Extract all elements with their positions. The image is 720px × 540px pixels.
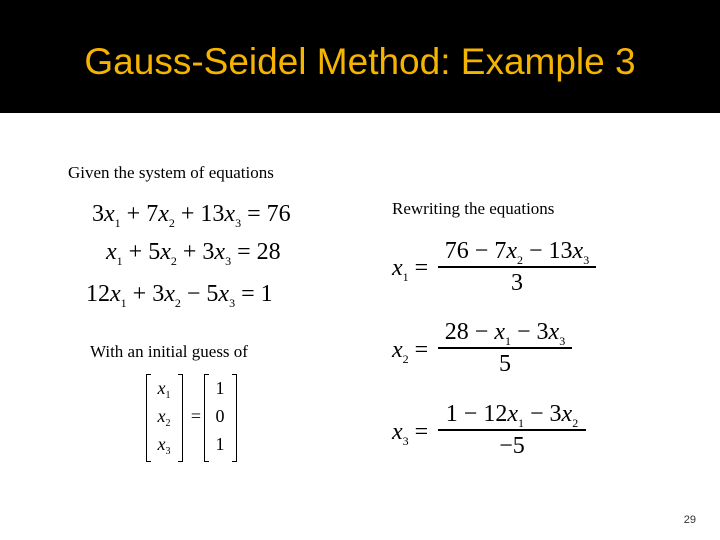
matrix-value: 0 <box>215 406 225 426</box>
denominator: 5 <box>499 351 511 377</box>
numerator: $76 - 7x_2 - 13x_3$ <box>444 238 590 267</box>
denominator: −5 <box>499 433 525 459</box>
numerator: $28 - x_1 - 3x_3$ <box>444 319 566 348</box>
matrix-var-x3: $x_3$ <box>157 434 171 457</box>
fraction-1 <box>438 236 596 298</box>
lhs-x1: $x_1$ = <box>392 255 429 284</box>
left-bracket-icon <box>146 374 151 462</box>
matrix-var-x2: $x_2$ <box>157 406 171 429</box>
rewriting-label: Rewriting the equations <box>392 199 555 218</box>
page-number: 29 <box>683 514 696 526</box>
equation-1: $3x_1 + 7x_2 + 13x_3 = 76$ <box>92 201 291 230</box>
equation-3: $12x_1 + 3x_2 - 5x_3 = 1$ <box>86 281 273 310</box>
guess-label: With an initial guess of <box>90 342 248 361</box>
right-bracket-icon <box>232 374 237 462</box>
denominator: 3 <box>511 270 523 296</box>
equation-2: $x_1 + 5x_2 + 3x_3 = 28$ <box>106 239 281 268</box>
slide-title: Gauss-Seidel Method: Example 3 <box>84 41 636 82</box>
fraction-2 <box>438 317 572 379</box>
fraction-3 <box>438 399 586 461</box>
lhs-x2: $x_2$ = <box>392 337 429 366</box>
initial-guess-matrix <box>142 372 242 464</box>
numerator: $1 - 12x_1 - 3x_2$ <box>445 401 579 430</box>
right-bracket-icon <box>178 374 183 462</box>
matrix-value: 1 <box>215 378 225 398</box>
matrix-value: 1 <box>215 434 225 454</box>
lhs-x3: $x_3$ = <box>392 419 429 448</box>
given-label: Given the system of equations <box>68 163 274 182</box>
matrix-equals: = <box>190 406 202 426</box>
matrix-var-x1: $x_1$ <box>157 378 171 401</box>
